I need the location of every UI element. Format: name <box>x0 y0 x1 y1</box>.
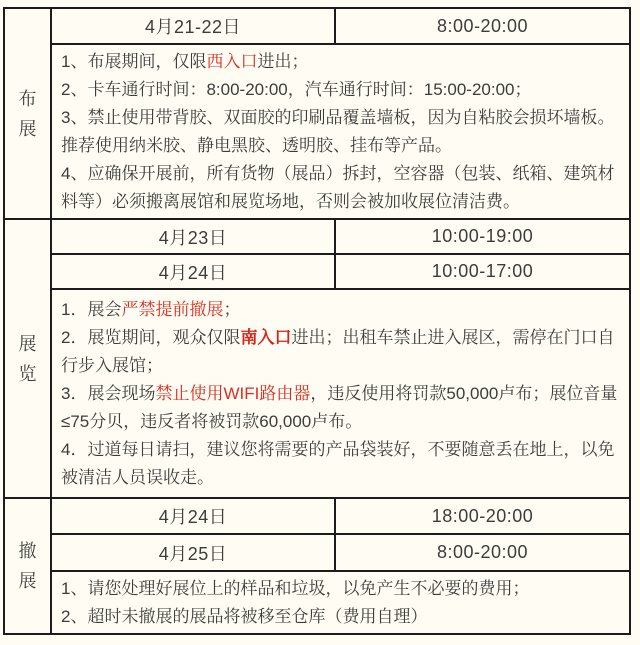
note-text: 进出；出租车禁止进入展区，需停在门口自行步入展馆； <box>61 327 615 375</box>
note-line <box>61 380 619 436</box>
note-line <box>61 296 619 324</box>
exhibition-date-cell-1: 4月23日 <box>51 219 335 254</box>
teardown-time-cell-2: 8:00-20:00 <box>335 534 630 571</box>
note-line <box>61 160 619 216</box>
note-highlight-text: 南入口 <box>240 327 292 347</box>
phase-label-setup <box>4 8 51 219</box>
note-text: 1、请您处理好展位上的样品和垃圾，以免产生不必要的费用； <box>61 578 530 598</box>
note-text: 3．展会现场 <box>61 383 156 403</box>
teardown-notes-cell <box>51 571 630 634</box>
note-line <box>61 603 619 631</box>
setup-time-cell: 8:00-20:00 <box>335 8 630 44</box>
phase-label-exhibition <box>4 219 51 498</box>
note-text: 2．展览期间，观众仅限 <box>61 327 241 347</box>
exhibition-schedule-table <box>3 7 631 635</box>
phase-label-setup-text: 布展 <box>18 88 37 139</box>
note-text: 2、卡车通行时间：8:00-20:00，汽车通行时间：15:00-20:00； <box>61 79 532 99</box>
note-line <box>61 575 619 603</box>
setup-notes-cell <box>51 44 630 219</box>
teardown-date-cell-2: 4月25日 <box>51 534 335 571</box>
note-line <box>61 76 619 104</box>
table-row <box>4 289 630 498</box>
note-text: 1．展会 <box>61 299 122 319</box>
note-highlight-text: 严禁提前撤展 <box>121 299 224 319</box>
note-line <box>61 48 619 76</box>
note-text: 4．过道每日请扫，建议您将需要的产品袋装好，不要随意丢在地上，以免被清洁人员误收走。 <box>61 439 615 487</box>
phase-label-teardown <box>4 498 51 634</box>
exhibition-date-cell-2: 4月24日 <box>51 254 335 289</box>
note-text: ； <box>223 299 241 319</box>
note-text: 2、超时未撤展的展品将被移至仓库（费用自理） <box>61 606 428 626</box>
note-highlight-text: 禁止使用WIFI路由器 <box>155 383 311 403</box>
table-row <box>4 8 630 44</box>
phase-label-exhibition-text: 展览 <box>18 333 37 384</box>
table-row <box>4 44 630 219</box>
note-line <box>61 104 619 160</box>
note-text: ，违反使用将罚款50,000卢布；展位音量≤75分贝，违反者将被罚款60,000卢布。 <box>61 383 618 431</box>
exhibition-notes-cell <box>51 289 630 498</box>
note-highlight-text: 西入口 <box>206 51 258 71</box>
setup-date-cell: 4月21-22日 <box>51 8 335 44</box>
table-row <box>4 219 630 254</box>
note-line <box>61 324 619 380</box>
exhibition-time-cell-1: 10:00-19:00 <box>335 219 630 254</box>
exhibition-time-cell-2: 10:00-17:00 <box>335 254 630 289</box>
teardown-time-cell-1: 18:00-20:00 <box>335 498 630 534</box>
table-row <box>4 254 630 289</box>
phase-label-teardown-text: 撤展 <box>18 541 37 591</box>
table-row <box>4 534 630 571</box>
note-text: 3、禁止使用带背胶、双面胶的印刷品覆盖墙板，因为自粘胶会损坏墙板。推荐使用纳米胶、静电黑胶、透明胶、挂布等产品。 <box>61 107 615 155</box>
note-text: 4、应确保开展前，所有货物（展品）拆封，空容器（包装、纸箱、建筑材料等）必须搬离展馆和展览场地，否则会被加收展位清洁费。 <box>61 163 615 211</box>
table-row <box>4 498 630 534</box>
table-row <box>4 571 630 634</box>
note-line <box>61 436 619 492</box>
note-text: 1、布展期间，仅限 <box>61 51 207 71</box>
teardown-date-cell-1: 4月24日 <box>51 498 335 534</box>
note-text: 进出； <box>257 51 309 71</box>
